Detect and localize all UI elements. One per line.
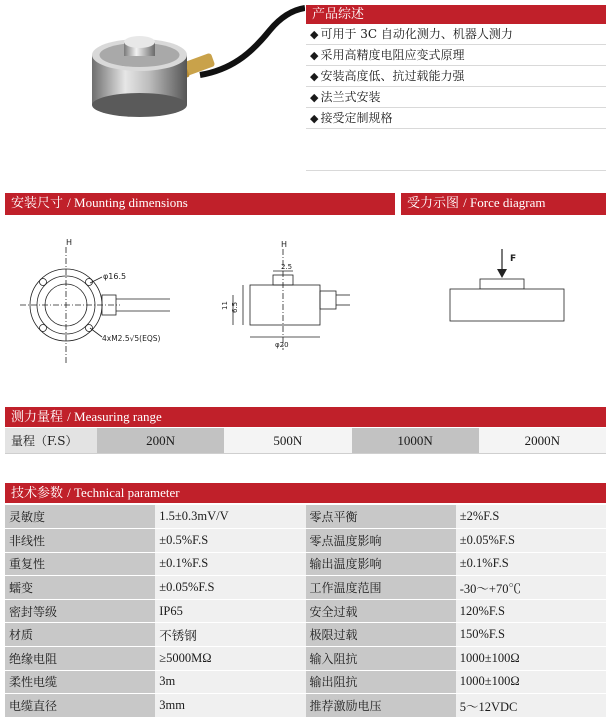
diamond-bullet-icon: ◆ xyxy=(310,49,319,62)
range-value: 500N xyxy=(224,428,351,453)
technical-parameter-header: 技术参数 / Technical parameter xyxy=(5,483,606,503)
table-row xyxy=(5,529,606,553)
range-value: 1000N xyxy=(352,428,479,453)
table-row xyxy=(5,505,606,529)
force-arrow-icon xyxy=(497,269,507,278)
overview-spacer xyxy=(306,129,606,171)
table-row xyxy=(5,623,606,647)
label-dia-16-5: φ16.5 xyxy=(103,272,127,281)
param-value: ±0.1%F.S xyxy=(456,552,606,576)
param-name: 输出阻抗 xyxy=(306,670,456,694)
label-h-mid: H xyxy=(281,240,288,249)
label-dim-2-5: 2.5 xyxy=(281,263,293,271)
overview-item: ◆ 可用于 3C 自动化测力、机器人测力 xyxy=(306,24,606,45)
mounting-dimensions-header: 安装尺寸 / Mounting dimensions xyxy=(5,193,395,213)
mounting-top-view xyxy=(10,225,200,375)
param-value: 150%F.S xyxy=(456,623,606,647)
param-value: 1000±100Ω xyxy=(456,670,606,694)
diamond-bullet-icon: ◆ xyxy=(310,112,319,125)
param-value: -30～+70℃ xyxy=(456,576,606,600)
param-name: 重复性 xyxy=(5,552,155,576)
overview-item: ◆ 安装高度低、抗过载能力强 xyxy=(306,66,606,87)
diamond-bullet-icon: ◆ xyxy=(310,28,319,41)
diamond-bullet-icon: ◆ xyxy=(310,91,319,104)
overview-item: ◆ 法兰式安装 xyxy=(306,87,606,108)
measuring-range-header: 测力量程 / Measuring range xyxy=(5,407,606,427)
table-row xyxy=(5,552,606,576)
force-diagram xyxy=(440,245,580,335)
range-label: 量程（F.S） xyxy=(5,428,97,453)
param-value: ±0.05%F.S xyxy=(155,576,305,600)
table-row xyxy=(5,670,606,694)
param-value: 1000±100Ω xyxy=(456,647,606,671)
param-value: 5～12VDC xyxy=(456,694,606,718)
table-row xyxy=(5,599,606,623)
param-name: 安全过载 xyxy=(306,599,456,623)
param-name: 电缆直径 xyxy=(5,694,155,718)
param-value: ±0.1%F.S xyxy=(155,552,305,576)
mounting-rule xyxy=(5,213,395,215)
overview-item: ◆ 接受定制规格 xyxy=(306,108,606,129)
param-name: 工作温度范围 xyxy=(306,576,456,600)
param-name: 柔性电缆 xyxy=(5,670,155,694)
overview-item: ◆ 采用高精度电阻应变式原理 xyxy=(306,45,606,66)
param-name: 密封等级 xyxy=(5,599,155,623)
param-name: 非线性 xyxy=(5,529,155,553)
param-name: 灵敏度 xyxy=(5,505,155,529)
param-name: 绝缘电阻 xyxy=(5,647,155,671)
diamond-bullet-icon: ◆ xyxy=(310,70,319,83)
param-value: 3mm xyxy=(155,694,305,718)
table-row xyxy=(5,647,606,671)
param-value: ≥5000MΩ xyxy=(155,647,305,671)
force-label: F xyxy=(510,254,517,264)
param-name: 零点温度影响 xyxy=(306,529,456,553)
label-dim-11: 11 xyxy=(221,301,229,310)
label-h-left: H xyxy=(66,238,73,247)
param-name: 蠕变 xyxy=(5,576,155,600)
measuring-range-row xyxy=(5,428,606,454)
range-value: 2000N xyxy=(479,428,606,453)
param-value: ±0.05%F.S xyxy=(456,529,606,553)
label-dia-20: φ20 xyxy=(275,341,289,349)
param-name: 推荐激励电压 xyxy=(306,694,456,718)
param-value: ±2%F.S xyxy=(456,505,606,529)
force-rule xyxy=(401,213,606,215)
table-row xyxy=(5,694,606,718)
technical-parameter-table xyxy=(5,505,606,718)
param-value: 3m xyxy=(155,670,305,694)
product-photo xyxy=(0,0,305,168)
param-name: 材质 xyxy=(5,623,155,647)
param-name: 输出温度影响 xyxy=(306,552,456,576)
label-screw-spec: 4xM2.5√5(EQS) xyxy=(102,334,161,343)
param-value: 不锈钢 xyxy=(155,623,305,647)
product-overview xyxy=(306,5,606,171)
table-row xyxy=(5,576,606,600)
label-dim-6-5: 6.5 xyxy=(231,301,239,313)
param-name: 零点平衡 xyxy=(306,505,456,529)
param-value: IP65 xyxy=(155,599,305,623)
param-name: 输入阻抗 xyxy=(306,647,456,671)
force-diagram-header: 受力示图 / Force diagram xyxy=(401,193,606,213)
range-value: 200N xyxy=(97,428,224,453)
param-value: 120%F.S xyxy=(456,599,606,623)
param-value: 1.5±0.3mV/V xyxy=(155,505,305,529)
overview-title: 产品综述 xyxy=(306,5,606,24)
mounting-side-view xyxy=(205,225,395,375)
param-value: ±0.5%F.S xyxy=(155,529,305,553)
param-name: 极限过载 xyxy=(306,623,456,647)
